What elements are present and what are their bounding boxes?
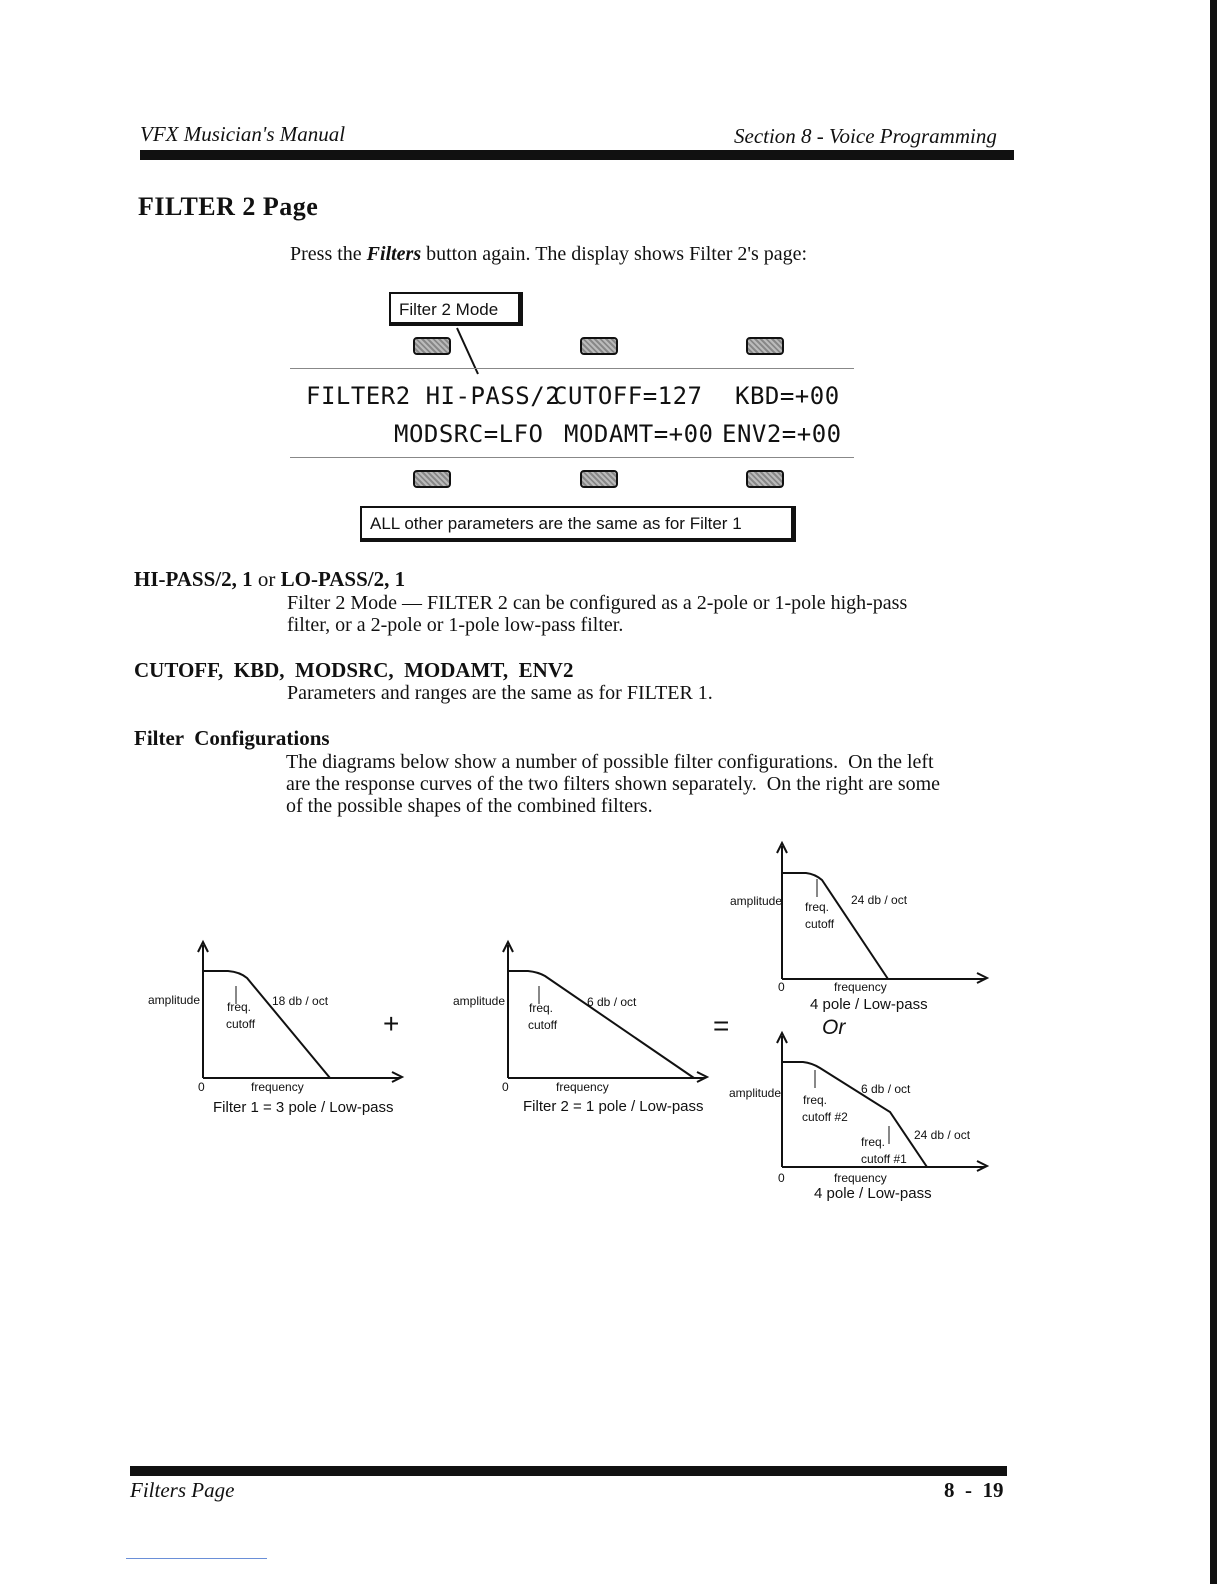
section-heading-filter-mode bbox=[134, 567, 405, 592]
graph3-caption: 4 pole / Low-pass bbox=[810, 996, 928, 1013]
graph4-caption: 4 pole / Low-pass bbox=[814, 1185, 932, 1202]
header-right: Section 8 - Voice Programming bbox=[734, 124, 997, 148]
section-filter-mode-line2: filter, or a 2-pole or 1-pole low-pass filter. bbox=[287, 614, 624, 636]
soft-button-bottom-1[interactable] bbox=[413, 470, 451, 488]
soft-button-bottom-3[interactable] bbox=[746, 470, 784, 488]
section-config-line1: The diagrams below show a number of possible filter configurations. On the left bbox=[286, 751, 934, 773]
graph2-zero-label: 0 bbox=[502, 1080, 509, 1094]
graph1-curve bbox=[203, 971, 330, 1078]
graph2-freq-label: freq. bbox=[529, 1001, 554, 1015]
lcd-row2-b: MODAMT=+00 bbox=[564, 420, 714, 448]
equals-sign: = bbox=[713, 1010, 730, 1041]
section-params-line1: Parameters and ranges are the same as for FILTER 1. bbox=[287, 682, 713, 704]
heading-or: or bbox=[252, 567, 281, 591]
graph4-cutoff2-label: cutoff #1 bbox=[861, 1152, 907, 1166]
section-filter-mode-line1: Filter 2 Mode — FILTER 2 can be configured as a 2-pole or 1-pole high-pass bbox=[287, 592, 908, 614]
graph4-frequency-label: frequency bbox=[834, 1171, 887, 1185]
footer-left: Filters Page bbox=[130, 1478, 235, 1502]
graph1-freq-label: freq. bbox=[227, 1000, 252, 1014]
graph4-amplitude-label: amplitude bbox=[729, 1086, 782, 1100]
header-rule bbox=[140, 150, 1014, 160]
graph3-zero-label: 0 bbox=[778, 980, 785, 994]
lcd-row2-c: ENV2=+00 bbox=[722, 420, 842, 448]
soft-button-top-2[interactable] bbox=[580, 337, 618, 355]
header-left: VFX Musician's Manual bbox=[140, 122, 346, 146]
section-heading-configurations: Filter Configurations bbox=[134, 726, 330, 750]
intro-emphasis: Filters bbox=[366, 243, 422, 265]
graph1-caption: Filter 1 = 3 pole / Low-pass bbox=[213, 1099, 394, 1116]
graph2-caption: Filter 2 = 1 pole / Low-pass bbox=[523, 1098, 704, 1115]
callout-filter2-mode: Filter 2 Mode bbox=[389, 292, 523, 326]
intro-before: Press the bbox=[290, 243, 367, 265]
graph1-slope-label: 18 db / oct bbox=[272, 994, 329, 1008]
graph3-cutoff-label: cutoff bbox=[805, 917, 835, 931]
lcd-row1-b: CUTOFF=127 bbox=[553, 382, 703, 410]
graph3-curve bbox=[782, 873, 888, 979]
soft-button-bottom-2[interactable] bbox=[580, 470, 618, 488]
graph3-frequency-label: frequency bbox=[834, 980, 887, 994]
lcd-row2-a: MODSRC=LFO bbox=[394, 420, 544, 448]
graph2-cutoff-label: cutoff bbox=[528, 1018, 558, 1032]
section-heading-params: CUTOFF, KBD, MODSRC, MODAMT, ENV2 bbox=[134, 658, 574, 682]
graph4-freq2-label: freq. bbox=[861, 1135, 886, 1149]
graph3-freq-label: freq. bbox=[805, 900, 830, 914]
lcd-row1-c: KBD=+00 bbox=[735, 382, 840, 410]
heading-hipass: HI-PASS/2, 1 bbox=[134, 567, 253, 591]
graph1-cutoff-label: cutoff bbox=[226, 1017, 256, 1031]
or-label: Or bbox=[822, 1016, 846, 1039]
page-title: FILTER 2 Page bbox=[138, 192, 319, 221]
section-config-line2: are the response curves of the two filters shown separately. On the right are some bbox=[286, 773, 941, 795]
graph2-frequency-label: frequency bbox=[556, 1080, 609, 1094]
soft-button-top-3[interactable] bbox=[746, 337, 784, 355]
footer-underline bbox=[126, 1558, 267, 1559]
plus-sign: + bbox=[383, 1008, 400, 1039]
footer-page-number: 8 - 19 bbox=[944, 1478, 1004, 1502]
lcd-row1-a: FILTER2 HI-PASS/2 bbox=[306, 382, 561, 410]
graph2-amplitude-label: amplitude bbox=[453, 994, 506, 1008]
graph2-slope-label: 6 db / oct bbox=[587, 995, 637, 1009]
heading-lopass: LO-PASS/2, 1 bbox=[280, 567, 406, 591]
graph1-zero-label: 0 bbox=[198, 1080, 205, 1094]
graph3-slope-label: 24 db / oct bbox=[851, 893, 908, 907]
graph1-amplitude-label: amplitude bbox=[148, 993, 201, 1007]
callout-other-params: ALL other parameters are the same as for Filter 1 bbox=[360, 506, 796, 542]
graph4-slope1-label: 6 db / oct bbox=[861, 1082, 911, 1096]
graph4-zero-label: 0 bbox=[778, 1171, 785, 1185]
graph4-slope2-label: 24 db / oct bbox=[914, 1128, 971, 1142]
section-config-line3: of the possible shapes of the combined filters. bbox=[286, 795, 653, 817]
graph4-cutoff1-label: cutoff #2 bbox=[802, 1110, 848, 1124]
footer-rule bbox=[130, 1466, 1007, 1476]
graph3-amplitude-label: amplitude bbox=[730, 894, 783, 908]
graph1-frequency-label: frequency bbox=[251, 1080, 304, 1094]
graph4-freq1-label: freq. bbox=[803, 1093, 828, 1107]
page-edge-bar bbox=[1210, 0, 1217, 1584]
intro-after: button again. The display shows Filter 2's page: bbox=[421, 243, 808, 265]
soft-button-top-1[interactable] bbox=[413, 337, 451, 355]
intro-text bbox=[290, 243, 807, 265]
